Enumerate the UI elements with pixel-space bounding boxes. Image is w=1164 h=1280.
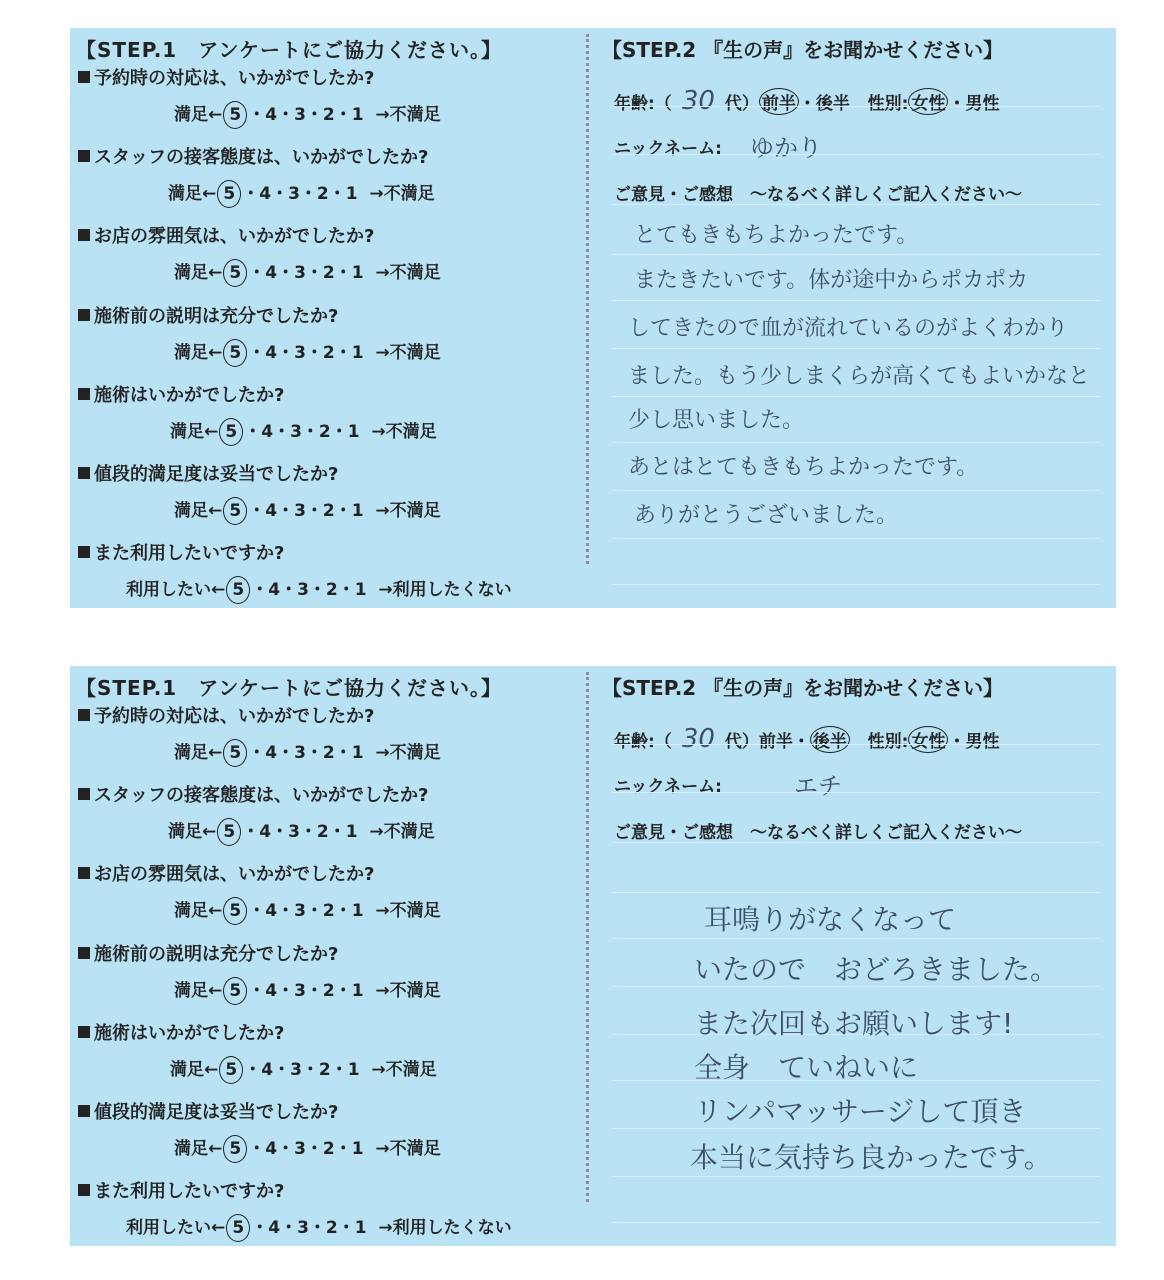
survey-question — [78, 143, 428, 169]
ruled-line — [612, 792, 1100, 793]
age-second-half[interactable]: 後半 — [810, 726, 850, 753]
opinion-label: ご意見・ご感想 〜なるべく詳しくご記入ください〜 — [614, 185, 1022, 205]
age-separator: ・ — [798, 94, 816, 114]
age-value[interactable]: 30 — [681, 86, 715, 116]
age-unit: 代） — [724, 732, 759, 752]
spacer — [364, 105, 376, 125]
age-value[interactable]: 30 — [681, 724, 715, 754]
comment-line: リンパマッサージして頂き — [694, 1095, 1027, 1128]
gender-male[interactable]: 男性 — [965, 732, 1000, 752]
question-text: 値段的満足度は妥当でしたか? — [94, 464, 339, 485]
square-bullet-icon — [78, 71, 90, 83]
spacer — [360, 422, 372, 442]
square-bullet-icon — [78, 709, 90, 721]
spacer — [367, 580, 379, 600]
survey-question — [78, 381, 284, 407]
ruled-line — [612, 584, 1100, 585]
step2-title: 【STEP.2 『生の声』をお聞かせください】 — [602, 676, 1004, 700]
ruled-line — [612, 254, 1100, 255]
square-bullet-icon — [78, 467, 90, 479]
question-text: また利用したいですか? — [94, 1181, 285, 1202]
spacer — [364, 743, 376, 763]
survey-question — [78, 222, 374, 248]
scale-left-label: 利用したい← — [126, 1218, 226, 1238]
rating-options[interactable]: ・4・3・2・1 — [242, 184, 358, 204]
age-separator: ・ — [792, 732, 810, 752]
square-bullet-icon — [78, 947, 90, 959]
rating-selected-circle[interactable]: 5 — [217, 818, 241, 846]
rating-options[interactable]: ・4・3・2・1 — [248, 263, 364, 283]
gender-female[interactable]: 女性 — [908, 88, 948, 115]
step1-title: 【STEP.1 アンケートにご協力ください。】 — [76, 676, 503, 700]
ruled-line — [612, 154, 1100, 155]
rating-scale — [168, 817, 435, 846]
question-text: 施術前の説明は充分でしたか? — [94, 944, 339, 965]
rating-scale — [174, 258, 441, 287]
spacer — [364, 981, 376, 1001]
spacer — [358, 184, 370, 204]
rating-scale — [174, 100, 441, 129]
scale-left-label: 満足← — [174, 901, 223, 921]
step2-section — [594, 666, 1116, 1246]
comment-line: ありがとうございました。 — [634, 503, 899, 528]
question-text: 予約時の対応は、いかがでしたか? — [94, 706, 375, 727]
scale-right-label: →不満足 — [375, 743, 441, 763]
comment-line: してきたので血が流れているのがよくわかり — [628, 316, 1069, 341]
scale-left-label: 満足← — [168, 184, 217, 204]
spacer — [364, 501, 376, 521]
comment-line: 全身 ていねいに — [694, 1051, 919, 1084]
ruled-line — [612, 348, 1100, 349]
survey-card-1 — [70, 28, 1116, 608]
nickname-value[interactable]: ゆかり — [750, 134, 822, 162]
rating-selected-circle[interactable]: 5 — [217, 180, 241, 208]
rating-options[interactable]: ・4・3・2・1 — [248, 743, 364, 763]
ruled-line — [612, 892, 1100, 893]
spacer — [364, 1139, 376, 1159]
rating-selected-circle[interactable]: 5 — [219, 418, 243, 446]
gender-label: 性別: — [867, 94, 909, 114]
scale-right-label: →不満足 — [371, 1060, 437, 1080]
rating-selected-circle[interactable]: 5 — [223, 1135, 247, 1163]
rating-scale — [174, 738, 441, 767]
question-text: 値段的満足度は妥当でしたか? — [94, 1102, 339, 1123]
age-first-half[interactable]: 前半 — [758, 732, 793, 752]
perforation-divider — [586, 34, 589, 564]
scale-right-label: →不満足 — [375, 1139, 441, 1159]
scale-left-label: 満足← — [174, 501, 223, 521]
gender-separator: ・ — [948, 94, 966, 114]
ruled-line — [612, 1176, 1100, 1177]
age-label: 年齢:（ — [614, 94, 672, 114]
scale-left-label: 満足← — [168, 822, 217, 842]
scale-left-label: 満足← — [174, 343, 223, 363]
rating-options[interactable]: ・4・3・2・1 — [251, 580, 367, 600]
survey-question — [78, 460, 338, 486]
scale-left-label: 満足← — [170, 1060, 219, 1080]
survey-question — [78, 302, 338, 328]
ruled-line — [612, 938, 1100, 939]
survey-question — [78, 1019, 284, 1045]
scale-right-label: →不満足 — [375, 501, 441, 521]
opinion-label: ご意見・ご感想 〜なるべく詳しくご記入ください〜 — [614, 823, 1022, 843]
square-bullet-icon — [78, 546, 90, 558]
square-bullet-icon — [78, 229, 90, 241]
scale-right-label: →不満足 — [375, 105, 441, 125]
rating-scale — [174, 1134, 441, 1163]
age-gender-row — [614, 86, 999, 116]
square-bullet-icon — [78, 150, 90, 162]
step2-title: 【STEP.2 『生の声』をお聞かせください】 — [602, 38, 1004, 62]
spacer — [850, 94, 868, 114]
step2-section — [594, 28, 1116, 608]
ruled-line — [612, 106, 1100, 107]
rating-scale — [126, 575, 512, 604]
square-bullet-icon — [78, 1184, 90, 1196]
rating-selected-circle[interactable]: 5 — [223, 897, 247, 925]
scale-left-label: 満足← — [174, 1139, 223, 1159]
ruled-line — [612, 204, 1100, 205]
scale-left-label: 満足← — [174, 105, 223, 125]
ruled-line — [612, 1222, 1100, 1223]
rating-scale — [174, 338, 441, 367]
spacer — [850, 732, 868, 752]
gender-female[interactable]: 女性 — [908, 726, 948, 753]
ruled-line — [612, 490, 1100, 491]
spacer — [364, 263, 376, 283]
survey-question — [78, 64, 374, 90]
scale-right-label: →不満足 — [375, 263, 441, 283]
perforation-divider — [586, 672, 589, 1202]
survey-card-2 — [70, 666, 1116, 1246]
rating-options[interactable]: ・4・3・2・1 — [248, 1139, 364, 1159]
comment-line: また次回もお願いします! — [694, 1007, 1014, 1040]
ruled-line — [612, 442, 1100, 443]
survey-question — [78, 781, 428, 807]
rating-options[interactable]: ・4・3・2・1 — [248, 105, 364, 125]
comment-line: とてもきもちよかったです。 — [634, 223, 919, 248]
rating-selected-circle[interactable]: 5 — [226, 1214, 250, 1242]
rating-scale — [174, 976, 441, 1005]
nickname-value[interactable]: エチ — [794, 772, 842, 800]
survey-question — [78, 860, 374, 886]
rating-scale — [174, 496, 441, 525]
comment-line: 少し思いました。 — [628, 408, 805, 433]
age-unit: 代） — [724, 94, 759, 114]
rating-selected-circle[interactable]: 5 — [223, 739, 247, 767]
rating-scale — [174, 896, 441, 925]
question-text: 施術はいかがでしたか? — [94, 385, 285, 406]
ruled-line — [612, 538, 1100, 539]
comment-line: 本当に気持ち良かったです。 — [690, 1141, 1052, 1174]
rating-options[interactable]: ・4・3・2・1 — [244, 1060, 360, 1080]
rating-options[interactable]: ・4・3・2・1 — [251, 1218, 367, 1238]
step1-section — [70, 666, 586, 1246]
age-first-half[interactable]: 前半 — [759, 88, 799, 115]
ruled-line — [612, 842, 1100, 843]
step1-title: 【STEP.1 アンケートにご協力ください。】 — [76, 38, 503, 62]
gender-label: 性別: — [867, 732, 909, 752]
scale-right-label: →不満足 — [369, 184, 435, 204]
square-bullet-icon — [78, 788, 90, 800]
scale-right-label: →利用したくない — [378, 1218, 512, 1238]
square-bullet-icon — [78, 388, 90, 400]
ruled-line — [612, 396, 1100, 397]
square-bullet-icon — [78, 1105, 90, 1117]
rating-selected-circle[interactable]: 5 — [223, 339, 247, 367]
age-label: 年齢:（ — [614, 732, 672, 752]
square-bullet-icon — [78, 867, 90, 879]
question-text: 予約時の対応は、いかがでしたか? — [94, 68, 375, 89]
scale-left-label: 満足← — [174, 263, 223, 283]
survey-question — [78, 1098, 338, 1124]
rating-scale — [126, 1213, 512, 1242]
age-gender-row — [614, 724, 999, 754]
rating-options[interactable]: ・4・3・2・1 — [248, 901, 364, 921]
scale-right-label: →不満足 — [369, 822, 435, 842]
rating-selected-circle[interactable]: 5 — [223, 259, 247, 287]
scale-right-label: →不満足 — [375, 981, 441, 1001]
rating-options[interactable]: ・4・3・2・1 — [244, 422, 360, 442]
spacer — [360, 1060, 372, 1080]
rating-options[interactable]: ・4・3・2・1 — [242, 822, 358, 842]
scale-left-label: 満足← — [174, 981, 223, 1001]
rating-options[interactable]: ・4・3・2・1 — [248, 501, 364, 521]
spacer — [364, 343, 376, 363]
comment-line: いたので おどろきました。 — [694, 953, 1059, 986]
rating-selected-circle[interactable]: 5 — [219, 1056, 243, 1084]
gender-separator: ・ — [948, 732, 966, 752]
question-text: 施術前の説明は充分でしたか? — [94, 306, 339, 327]
scale-right-label: →不満足 — [375, 343, 441, 363]
scale-left-label: 満足← — [170, 422, 219, 442]
scale-left-label: 満足← — [174, 743, 223, 763]
ruled-line — [612, 300, 1100, 301]
question-text: また利用したいですか? — [94, 543, 285, 564]
question-text: スタッフの接客態度は、いかがでしたか? — [94, 147, 429, 168]
ruled-line — [612, 744, 1100, 745]
rating-options[interactable]: ・4・3・2・1 — [248, 343, 364, 363]
survey-question — [78, 539, 284, 565]
nickname-label: ニックネーム: — [614, 139, 722, 159]
spacer — [367, 1218, 379, 1238]
rating-scale — [168, 179, 435, 208]
rating-selected-circle[interactable]: 5 — [223, 497, 247, 525]
survey-question — [78, 1177, 284, 1203]
comment-line: あとはとてもきもちよかったです。 — [628, 455, 979, 480]
age-second-half[interactable]: 後半 — [815, 94, 850, 114]
rating-selected-circle[interactable]: 5 — [223, 101, 247, 129]
scale-right-label: →不満足 — [375, 901, 441, 921]
comment-line: またきたいです。体が途中からポカポカ — [634, 268, 1029, 293]
question-text: お店の雰囲気は、いかがでしたか? — [94, 864, 375, 885]
question-text: スタッフの接客態度は、いかがでしたか? — [94, 785, 429, 806]
survey-question — [78, 940, 338, 966]
question-text: お店の雰囲気は、いかがでしたか? — [94, 226, 375, 247]
square-bullet-icon — [78, 309, 90, 321]
question-text: 施術はいかがでしたか? — [94, 1023, 285, 1044]
scale-right-label: →不満足 — [371, 422, 437, 442]
survey-question — [78, 702, 374, 728]
scale-left-label: 利用したい← — [126, 580, 226, 600]
scale-right-label: →利用したくない — [378, 580, 512, 600]
spacer — [358, 822, 370, 842]
square-bullet-icon — [78, 1026, 90, 1038]
nickname-label: ニックネーム: — [614, 777, 722, 797]
rating-scale — [170, 1055, 437, 1084]
rating-selected-circle[interactable]: 5 — [223, 977, 247, 1005]
rating-selected-circle[interactable]: 5 — [226, 576, 250, 604]
rating-options[interactable]: ・4・3・2・1 — [248, 981, 364, 1001]
comment-line: ました。もう少しまくらが高くてもよいかなと — [628, 364, 1091, 389]
comment-line: 耳鳴りがなくなって — [704, 903, 957, 936]
rating-scale — [170, 417, 437, 446]
spacer — [364, 901, 376, 921]
step1-section — [70, 28, 586, 608]
gender-male[interactable]: 男性 — [965, 94, 1000, 114]
